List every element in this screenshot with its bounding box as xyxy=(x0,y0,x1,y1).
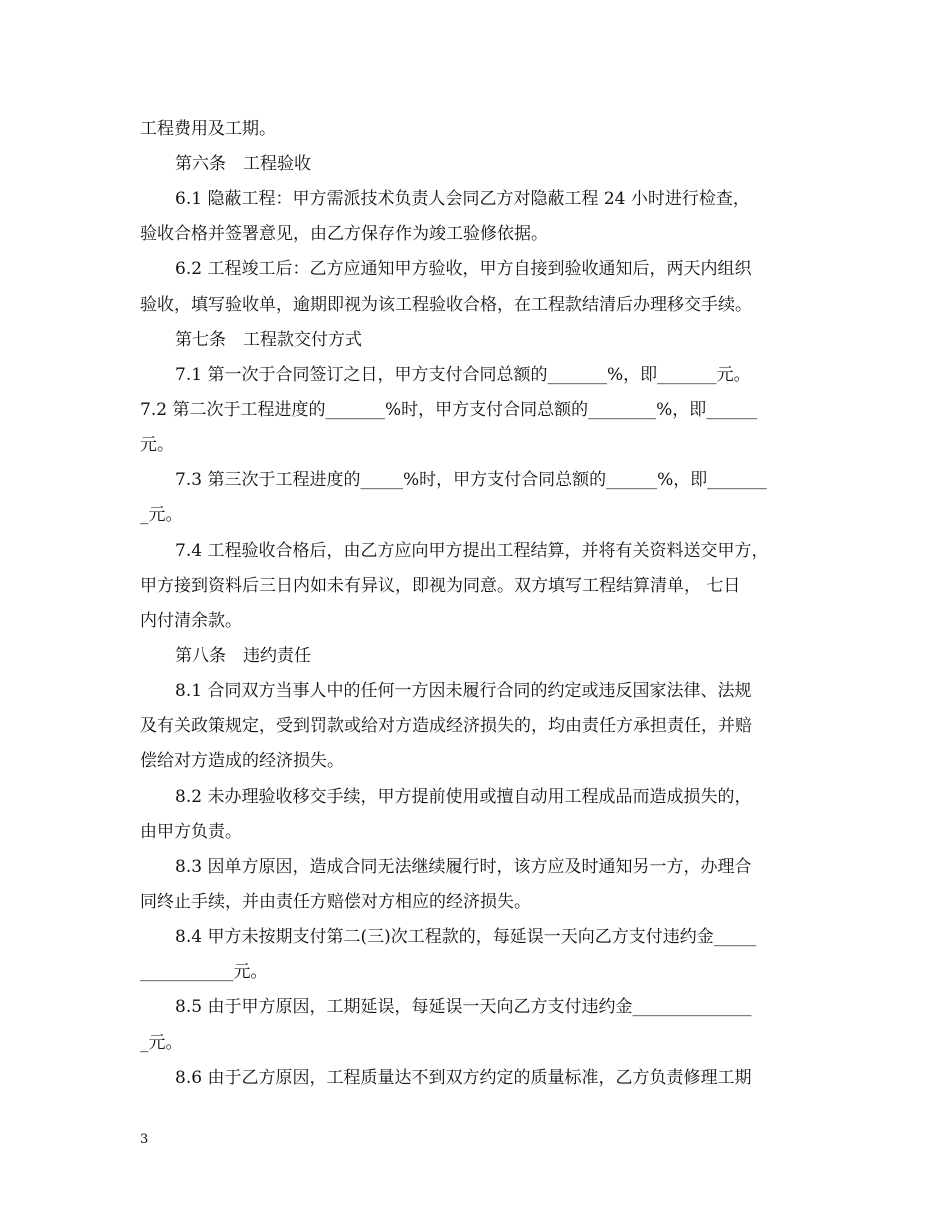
page-number: 3 xyxy=(140,1132,149,1147)
text-line: 8.2 未办理验收移交手续，甲方提前使用或擅自动用工程成品而造成损失的， xyxy=(175,787,752,807)
text-line: 7.3 第三次于工程进度的_____%时，甲方支付合同总额的______%，即_______ xyxy=(175,470,767,490)
text-line: 6.2 工程竣工后：乙方应通知甲方验收，甲方自接到验收通知后，两天内组织 xyxy=(175,259,752,279)
section-heading-7: 第七条 工程款交付方式 xyxy=(175,330,362,350)
text-line: 元。 xyxy=(140,435,174,455)
text-line: _元。 xyxy=(140,505,183,525)
text-line: 及有关政策规定，受到罚款或给对方造成经济损失的，均由责任方承担责任，并赔 xyxy=(140,716,752,736)
text-line: 8.6 由于乙方原因，工程质量达不到双方约定的质量标准，乙方负责修理工期 xyxy=(175,1068,752,1088)
text-line: 7.4 工程验收合格后，由乙方应向甲方提出工程结算，并将有关资料送交甲方， xyxy=(175,541,769,561)
text-line: 验收，填写验收单，逾期即视为该工程验收合格，在工程款结清后办理移交手续。 xyxy=(140,295,752,315)
text-line: 由甲方负责。 xyxy=(140,822,242,842)
text-line: 6.1 隐蔽工程：甲方需派技术负责人会同乙方对隐蔽工程 24 小时进行检查， xyxy=(175,189,750,209)
text-line: 内付清余款。 xyxy=(140,611,242,631)
text-line: 验收合格并签署意见，由乙方保存作为竣工验修依据。 xyxy=(140,224,548,244)
text-line: 甲方接到资料后三日内如未有异议，即视为同意。双方填写工程结算清单， 七日 xyxy=(140,576,741,596)
text-line: 8.4 甲方未按期支付第二(三)次工程款的，每延误一天向乙方支付违约金_____ xyxy=(175,927,757,947)
text-line: 偿给对方造成的经济损失。 xyxy=(140,751,344,771)
text-line: 8.1 合同双方当事人中的任何一方因未履行合同的约定或违反国家法律、法规 xyxy=(175,681,752,701)
text-line: 工程费用及工期。 xyxy=(140,119,276,139)
text-line: _元。 xyxy=(140,1033,183,1053)
text-line: 8.3 因单方原因，造成合同无法继续履行时，该方应及时通知另一方，办理合 xyxy=(175,857,752,877)
section-heading-8: 第八条 违约责任 xyxy=(175,646,311,666)
text-line: ___________元。 xyxy=(140,962,268,982)
text-line: 8.5 由于甲方原因，工期延误，每延误一天向乙方支付违约金______________ xyxy=(175,997,752,1017)
text-line: 7.1 第一次于合同签订之日，甲方支付合同总额的_______%，即_______元。 xyxy=(175,365,751,385)
section-heading-6: 第六条 工程验收 xyxy=(175,154,311,174)
text-line: 7.2 第二次于工程进度的_______%时，甲方支付合同总额的________%，即______ xyxy=(140,400,758,420)
text-line: 同终止手续，并由责任方赔偿对方相应的经济损失。 xyxy=(140,892,531,912)
